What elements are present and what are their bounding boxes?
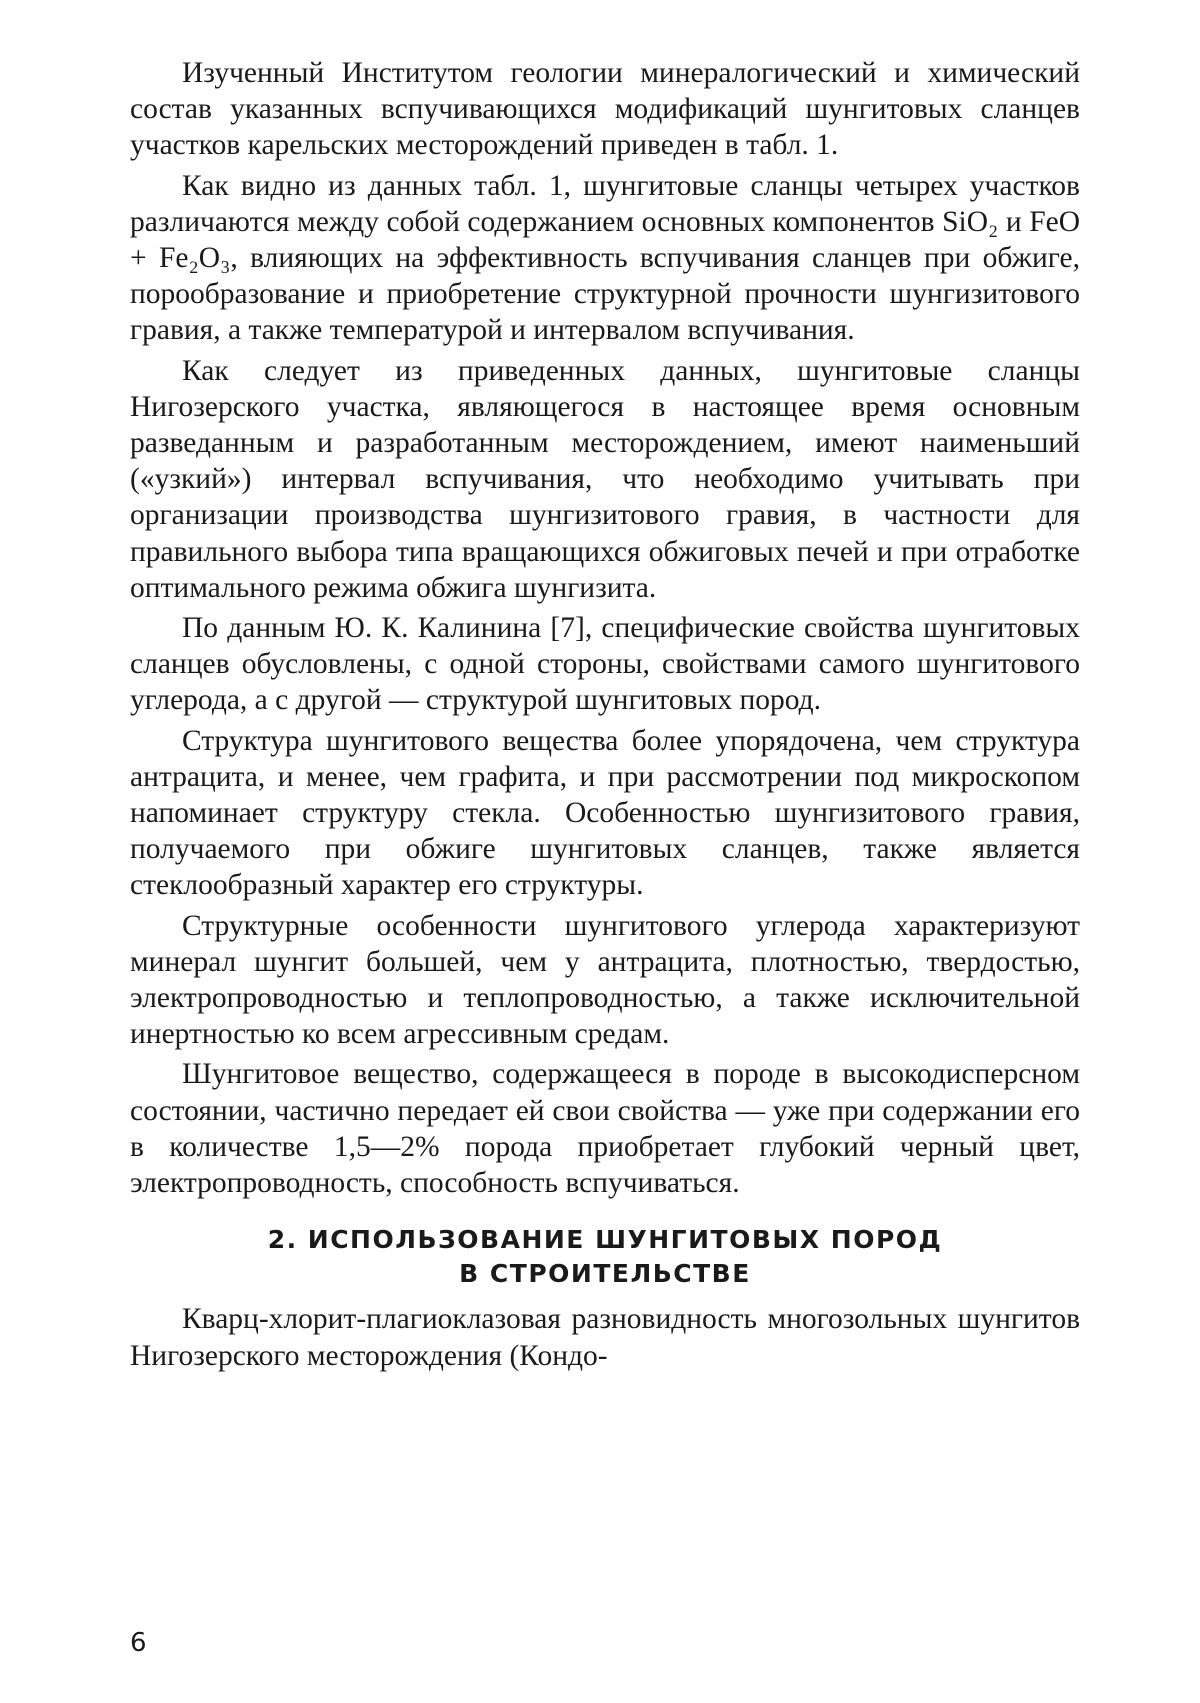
paragraph-5: Структура шунгитового вещества более упорядочена, чем структура антрацита, и менее, чем графита, и при рассмотрении под микроскопом напоминает структуру стекла. Особенностью шунгизитового гравия, получаемого при обжиге шунгитовых сланцев, также является стеклообразный характер его структуры. — [130, 724, 1080, 902]
paragraph-7: Шунгитовое вещество, содержащееся в породе в высокодисперсном состоянии, частично передает ей свои свойства — уже при содержании его в количестве 1,5—2% порода приобретает глубокий черный цвет, электропроводность, способность вспучиваться. — [130, 1058, 1080, 1200]
section-heading — [130, 1223, 1080, 1291]
page-number: 6 — [130, 1628, 147, 1658]
paragraph-4: По данным Ю. К. Калинина [7], специфические свойства шунгитовых сланцев обусловлены, с одной стороны, свойствами самого шунгитового углерода, а с другой — структурой шунгитовых пород. — [130, 612, 1080, 717]
section-paragraph: Кварц-хлорит-плагиоклазовая разновидность многозольных шунгитов Нигозерского месторождения (Кондо- — [130, 1303, 1080, 1372]
section-heading-line-2: В СТРОИТЕЛЬСТВЕ — [459, 1259, 751, 1289]
document-page — [130, 55, 1080, 1378]
paragraph-2: Как видно из данных табл. 1, шунгитовые сланцы четырех участков различаются между собой содержанием основных компонентов SiO₂ и FeO + Fe₂O₃, влияющих на эффективность вспучивания сланцев при обжиге, порообразование и приобретение структурной прочности шунгизитового гравия, а также температурой и интервалом вспучивания. — [130, 169, 1080, 347]
paragraph-3: Как следует из приведенных данных, шунгитовые сланцы Нигозерского участка, являющегося в настоящее время основным разведанным и разработанным месторождением, имеют наименьший («узкий») интервал вспучивания, что необходимо учитывать при организации производства шунгизитового гравия, в частности для правильного выбора типа вращающихся обжиговых печей и при отработке оптимального режима обжига шунгизита. — [130, 354, 1080, 604]
paragraph-1: Изученный Институтом геологии минералогический и химический состав указанных вспучивающихся модификаций шунгитовых сланцев участков карельских месторождений приведен в табл. 1. — [130, 57, 1080, 162]
paragraph-6: Структурные особенности шунгитового углерода характеризуют минерал шунгит большей, чем у антрацита, плотностью, твердостью, электропроводностью и теплопроводностью, а также исключительной инертностью ко всем агрессивным средам. — [130, 909, 1080, 1051]
section-heading-line-1: 2. ИСПОЛЬЗОВАНИЕ ШУНГИТОВЫХ ПОРОД — [267, 1225, 943, 1255]
